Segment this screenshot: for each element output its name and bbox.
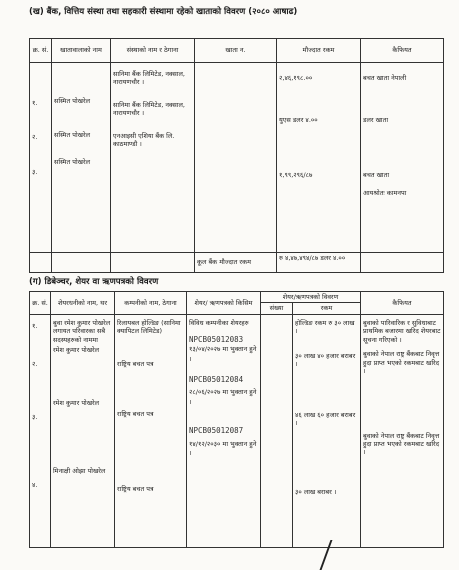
col-share-type <box>187 314 261 547</box>
shares-table <box>29 291 444 548</box>
row-remark: बुवाको नेपाल राष्ट्र बैंकबाट निवृत्त हुदा प्राप्त भएको रकमबाट खरिद । <box>363 350 440 376</box>
header-balance: मौज्दात रकम <box>277 39 361 63</box>
row-holder: सस्मित पोखरेल <box>54 97 91 105</box>
row-sn: १. <box>32 321 38 330</box>
row-company: राष्ट्रिय बचत पत्र <box>117 359 154 368</box>
row-company: राष्ट्रिय बचत पत्र <box>117 484 154 493</box>
row-holder: बुवा रमेश कुमार पोखरेल लगायत परिवारका सबै सदस्यहरुको नाममा <box>53 318 111 344</box>
col-count <box>261 314 293 547</box>
row-remark: बचत खाता <box>363 170 389 179</box>
header-holder: खातावालाको नाम <box>52 39 111 63</box>
col-company <box>115 314 187 547</box>
row-bank: सानिमा बैंक लिमिटेड, नक्साल, नारायणचौर । <box>113 100 185 118</box>
row-remark: बुवाको पारिवारिक र सुविधाबाट प्राथमिक बजारमा खरिद शेयरबाट सूचना गरिएको । <box>363 318 441 344</box>
row-remark-source: आयश्रोतः कामनपा <box>363 189 407 198</box>
col-account <box>195 63 277 253</box>
row-share-type: NPCB05012084 <box>189 374 244 384</box>
row-amount: होल्डिङ रकम रु ३० लाख । <box>295 318 355 336</box>
total-value: रु ४,४७,४९४/८७ डलर ४.०० <box>277 253 361 273</box>
section-kha-title: (ख) बैंक, वित्तिय संस्था तथा सहकारी संस्थामा रहेको खाताको विवरण (२०८० आषाढ) <box>29 7 298 17</box>
row-share-type: NPCB05012087 <box>189 425 244 435</box>
header-detail: शेयर/ऋणपत्रको विवरण <box>261 292 361 303</box>
row-bank: एनआइसी एशिया बैंक लि. काठमाण्डौ । <box>113 131 175 149</box>
row-holder: मिनाक्षी ओझा पोखरेल <box>53 467 106 476</box>
row-maturity: १४/१२/२०३० मा भुक्तान हुने । <box>189 439 257 458</box>
row-maturity: २८/०६/२०२७ मा भुक्तान हुने । <box>189 388 257 407</box>
col-holder <box>52 63 111 253</box>
header-share-type: शेयर/ ऋणपत्रको किसिम <box>187 292 261 315</box>
row-holder: सस्मित पोखरेल <box>54 157 91 166</box>
row-amount: ३० लाख बराबर । <box>295 487 337 496</box>
header-bank: संस्थाको नाम र ठेगाना <box>111 39 195 63</box>
col-remark <box>361 314 444 547</box>
header-sn: क्र. सं. <box>30 292 51 315</box>
row-share-type: विविध कम्पनीका शेयरहरु <box>189 318 249 327</box>
row-balance: युएस डलर ४.०० <box>279 116 318 125</box>
row-remark: बचत खाता नेपाली <box>363 74 407 82</box>
col-remark <box>361 63 444 253</box>
header-amount: रकम <box>293 303 361 314</box>
bank-accounts-table <box>29 38 444 273</box>
row-remark: डलर खाता <box>363 116 388 125</box>
header-remark: कैफियत <box>361 39 444 63</box>
row-bank: सानिमा बैंक लिमिटेड, नक्साल, नारायणचौर । <box>113 70 185 87</box>
row-holder: रमेश कुमार पोखरेल <box>53 398 100 407</box>
row-holder: रमेश कुमार पोखरेल <box>53 346 100 355</box>
total-label: कूल बैंक मौज्दात रकम <box>195 253 277 273</box>
row-holder: सस्मित पोखरेल <box>54 131 91 140</box>
col-bank <box>111 63 195 253</box>
row-share-type: NPCB05012083 <box>189 335 244 345</box>
row-sn: २. <box>32 360 38 369</box>
col-amount <box>293 314 361 547</box>
row-company: राष्ट्रिय बचत पत्र <box>117 410 154 419</box>
row-company: रिलायबल होल्डिङ (सानिमा क्यापिटल लिमिटेड) <box>117 318 181 336</box>
row-amount: ४६ लाख ६० हजार बराबर । <box>295 410 356 428</box>
row-sn: १. <box>32 99 38 107</box>
row-balance: २,४६,१९८.०० <box>279 74 313 82</box>
col-sn <box>30 63 52 253</box>
col-balance <box>277 63 361 253</box>
row-balance: १,९९,२९६/८७ <box>279 170 313 179</box>
row-sn: ३. <box>32 167 38 176</box>
header-sn: क्र. सं. <box>30 39 52 63</box>
section-ga-title: (ग) डिबेञ्चर, शेयर वा ऋणपत्रको विवरण <box>29 277 159 287</box>
row-amount: ३० लाख ४० हजार बराबर । <box>295 351 356 369</box>
header-account: खाता न. <box>195 39 277 63</box>
row-sn: ३. <box>32 412 38 421</box>
col-sn <box>30 314 51 547</box>
header-company: कम्पनीको नाम, ठेगाना <box>115 292 187 315</box>
header-remark: कैफियत <box>361 292 444 315</box>
row-remark: बुवाको नेपाल राष्ट्र बैंकबाट निवृत्त हुदा प्राप्त भएको रकमबाट खरिद । <box>363 431 440 457</box>
row-sn: २. <box>32 133 38 142</box>
header-holder: शेयरधनीको नाम, थर <box>51 292 115 315</box>
row-maturity: १३/०४/२०२७ मा भुक्तान हुने । <box>189 345 257 363</box>
col-holder <box>51 314 115 547</box>
row-sn: ४. <box>32 481 38 490</box>
header-count: संख्या <box>261 303 293 314</box>
